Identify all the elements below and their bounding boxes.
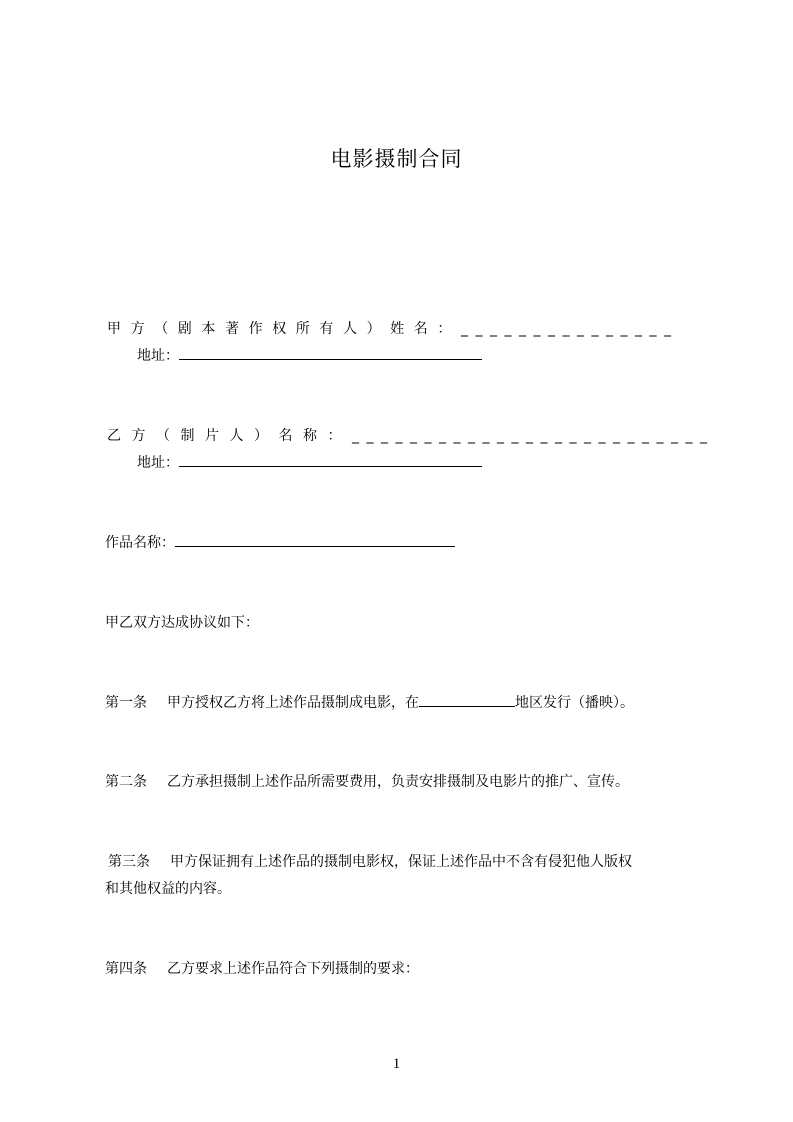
article-4-text: 乙方要求上述作品符合下列摄制的要求： <box>167 961 419 977</box>
party-a-address-blank[interactable] <box>179 345 482 360</box>
work-name-blank[interactable] <box>175 532 455 547</box>
article-1 <box>105 692 634 712</box>
party-a-label: 甲方（剧本著作权所有人）姓名： <box>107 321 461 337</box>
page-number: 1 <box>392 1056 401 1072</box>
article-3-text-line-1: 甲方保证拥有上述作品的摄制电影权，保证上述作品中不含有侵犯他人版权 <box>170 854 632 870</box>
party-b-address-label: 地址： <box>137 455 179 471</box>
agreement-intro: 甲乙双方达成协议如下： <box>105 615 259 631</box>
article-3-line-1 <box>108 851 632 871</box>
party-b-name-blank: _________________________ <box>352 428 715 444</box>
work-name-line <box>105 532 455 552</box>
party-a-address-label: 地址： <box>137 348 179 364</box>
article-1-text-before: 甲方授权乙方将上述作品摄制成电影，在 <box>167 695 419 711</box>
party-b-line <box>107 425 715 445</box>
article-4 <box>105 958 419 978</box>
article-2 <box>105 771 629 791</box>
party-b-address-blank[interactable] <box>179 452 482 467</box>
article-3-line-2: 和其他权益的内容。 <box>105 881 231 897</box>
work-name-label: 作品名称： <box>105 535 175 551</box>
article-2-number: 第二条 <box>105 774 147 790</box>
article-3-number: 第三条 <box>108 854 150 870</box>
article-4-number: 第四条 <box>105 961 147 977</box>
article-1-number: 第一条 <box>105 695 147 711</box>
article-2-text: 乙方承担摄制上述作品所需要费用，负责安排摄制及电影片的推广、宣传。 <box>167 774 629 790</box>
party-b-address-line <box>137 452 482 472</box>
article-1-region-blank[interactable] <box>419 692 515 707</box>
document-title: 电影摄制合同 <box>330 147 463 171</box>
party-b-label: 乙方（制片人）名称： <box>107 428 352 444</box>
party-a-line <box>107 318 679 338</box>
party-a-name-blank: _______________ <box>461 321 679 337</box>
article-1-text-after: 地区发行（播映）。 <box>515 695 634 711</box>
party-a-address-line <box>137 345 482 365</box>
